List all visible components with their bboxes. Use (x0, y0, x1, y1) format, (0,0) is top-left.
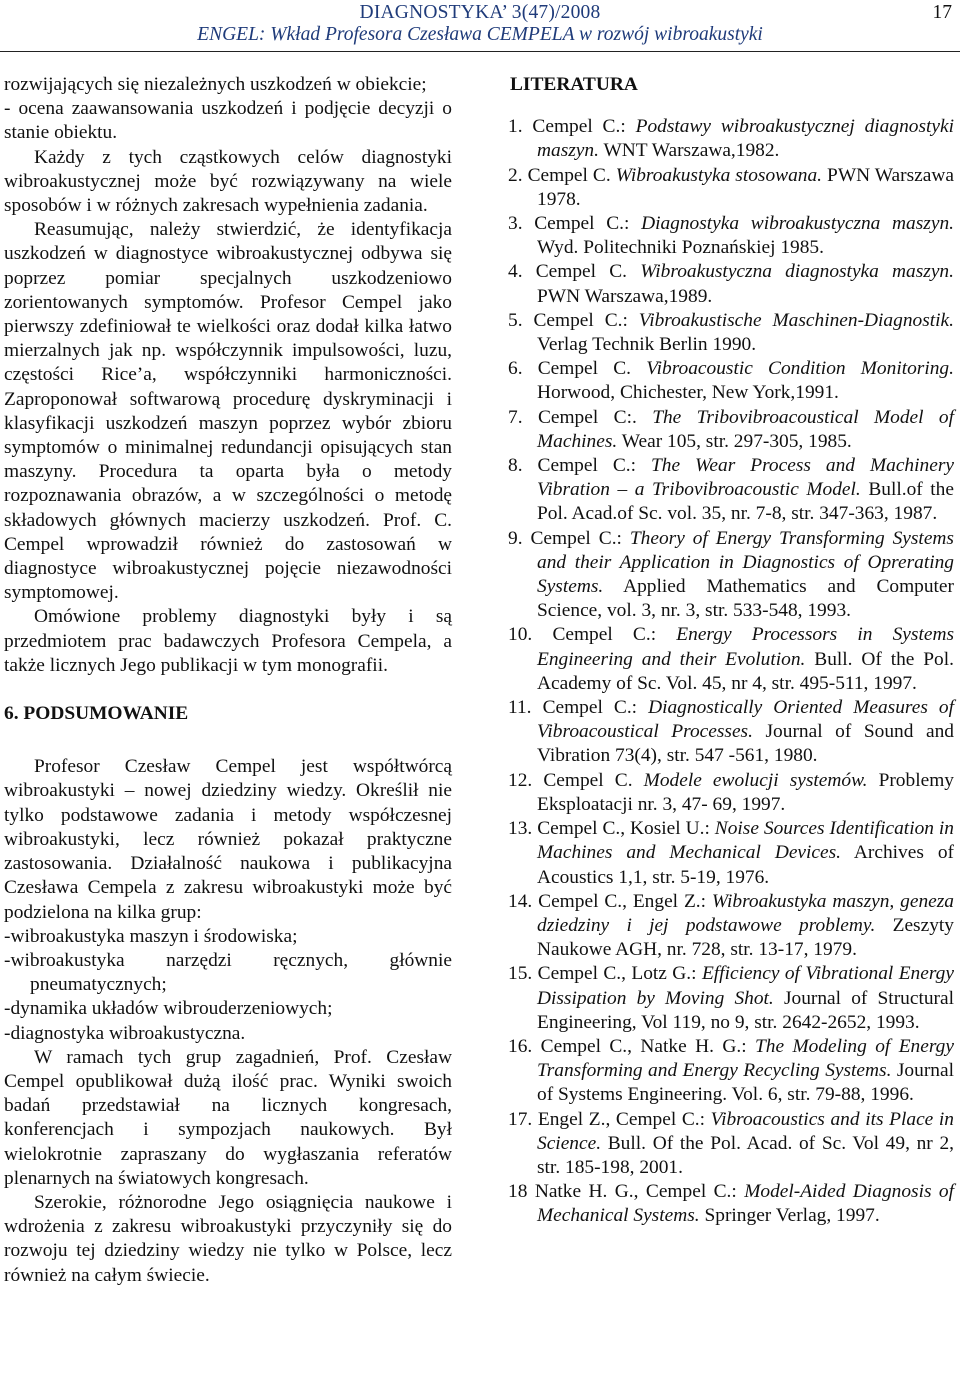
section-heading: 6. PODSUMOWANIE (4, 703, 189, 725)
right-column (508, 73, 954, 1229)
reference-publication: Bull. Of the Pol. Academy of Sc. Vol. 45, nr 4, str. 495-511, 1997. (537, 648, 954, 694)
reference-publication: Zeszyty Naukowe AGH, nr. 728, str. 13-17, 1979. (537, 914, 954, 961)
reference-item (508, 1035, 954, 1108)
reference-publication: Verlag Technik Berlin 1990. (537, 334, 757, 356)
reference-title: Wibroakustyczna diagnostyka maszyn. (640, 261, 954, 283)
reference-item (508, 527, 954, 624)
reference-number: 10. (508, 624, 533, 646)
reference-authors: Cempel C.: (530, 527, 622, 549)
reference-title: Wibroakustyka maszyn, geneza dziedziny i jej podstawowe problemy. (537, 890, 954, 936)
reference-authors: Cempel C., Natke H. G.: (540, 1035, 747, 1057)
list-item: -diagnostyka wibroakustyczna. (4, 1022, 246, 1044)
reference-title: Energy Processors in Systems Engineering and their Evolution. (537, 624, 955, 670)
reference-authors: Cempel C:. (537, 406, 637, 428)
reference-title: Diagnostyka wibroakustyczna maszyn. (641, 213, 954, 235)
reference-list (508, 115, 954, 1228)
reference-authors: Cempel C., Lotz G.: (537, 963, 697, 985)
reference-item (508, 623, 954, 696)
reference-authors: Cempel C.: (537, 455, 636, 477)
reference-authors: Cempel C.: (533, 309, 628, 331)
reference-number: 14. (508, 890, 533, 912)
paragraph: Profesor Czesław Cempel jest współtwórcą wibroakustyki – nowej dziedziny wiedzy. Określił nie tylko podstawowe zadania i metody współczesnej wibroakustyki, lecz również pokazał praktyczne zastosowania. Działalność naukowa i publikacyjna Czesława Cempela z zakresu wibroakustyki może być podzielona na kilka grup: (4, 756, 452, 923)
paragraph: Reasumując, należy stwierdzić, że identyfikacja uszkodzeń w diagnostyce wibroakustycznej odbywa się poprzez pomiar specjalnych uszkodzeniowo zorientowanych symptomów. Profesor Cempel jako pierwszy zdefiniował te wielkości oraz dodał kilka łatwo mierzalnych jak np. współczynnik impulsowości, luzu, częstości Rice’a, współczynniki harmoniczności. Zaproponował softwarową procedurę dyskryminacji i klasyfikacji uszkodzeń maszyn poprzez wybór zbioru symptomów o minimalnej redundancji opisujących stan maszyny. Procedura ta oparta była o metody rozpoznawania obrazów, a w szczególności o metodę składowych głównych macierzy uszkodzeń. Prof. C. Cempel wprowadził również do zastosowań w diagnostyce wibroakustycznej pojęcie niezawodności symptomowej. (4, 219, 452, 604)
article-running-title: ENGEL: Wkład Profesora Czesława CEMPELA w rozwój wibroakustyki (197, 24, 763, 45)
reference-title: Podstawy wibroakustycznej diagnostyki maszyn. (537, 116, 955, 162)
reference-item (508, 406, 954, 454)
reference-authors: Cempel C., Engel Z.: (538, 890, 707, 912)
paragraph: Szerokie, różnorodne Jego osiągnięcia naukowe i wdrożenia z zakresu wibroakustyki przyczyniły się do rozwoju tej dziedziny wiedzy nie tylko w Polsce, lecz również na całym świecie. (4, 1191, 452, 1286)
reference-publication: Problemy Eksploatacji nr. 3, 47- 69, 1997. (537, 769, 954, 815)
reference-publication: Springer Verlag, 1997. (704, 1205, 880, 1227)
reference-number: 1. (508, 116, 523, 138)
reference-publication: WNT Warszawa,1982. (603, 140, 780, 162)
list-item: -wibroakustyka maszyn i środowiska; (4, 925, 298, 947)
reference-title: Modele ewolucji systemów. (643, 769, 868, 791)
reference-number: 8. (508, 455, 523, 477)
paragraph: Omówione problemy diagnostyki były i są przedmiotem prac badawczych Profesora Cempela, a także licznych Jego publikacji w tym monografii. (4, 606, 452, 676)
reference-publication: Wyd. Politechniki Poznańskiej 1985. (537, 237, 824, 259)
reference-number: 3. (508, 213, 523, 235)
reference-authors: Cempel C.: (532, 116, 626, 138)
paragraph: rozwijających się niezależnych uszkodzeń w obiekcie; (4, 74, 427, 95)
reference-publication: Journal of Structural Engineering, Vol 119, no 9, str. 2642-2652, 1993. (537, 987, 954, 1033)
reference-title: Diagnostically Oriented Measures of Vibroacoustical Processes. (537, 697, 955, 743)
header-rule (0, 51, 960, 52)
reference-number: 2. (508, 164, 523, 186)
reference-number: 15. (508, 963, 533, 985)
reference-publication: Archives of Acoustics 1,1, str. 5-19, 1976. (537, 842, 954, 888)
reference-item (508, 454, 954, 527)
reference-publication: Bull. Of the Pol. Acad. of Sc. Vol 49, nr 2, str. 185-198, 2001. (537, 1132, 954, 1178)
reference-publication: Journal of Sound and Vibration 73(4), str. 547 -561, 1980. (537, 721, 954, 767)
reference-title: The Wear Process and Machinery Vibration – a Tribovibroacoustic Model. (537, 455, 954, 501)
reference-item (508, 260, 954, 308)
reference-item (508, 309, 954, 357)
page-number: 17 (932, 2, 952, 23)
reference-item (508, 1180, 954, 1228)
reference-number: 7. (508, 406, 523, 428)
paragraph: Każdy z tych cząstkowych celów diagnostyki wibroakustycznej może być rozwiązywany na wiele sposobów i w różnych zakresach wypełnienia zadania. (4, 146, 452, 217)
reference-authors: Cempel C. (527, 164, 611, 186)
reference-number: 6. (508, 358, 523, 380)
paragraph: - ocena zaawansowania uszkodzeń i podjęcie decyzji o stanie obiektu. (4, 98, 452, 144)
reference-title: Efficiency of Vibrational Energy Dissipation by Moving Shot. (537, 963, 954, 1009)
reference-item (508, 817, 954, 890)
reference-authors: Cempel C., Kosiel U.: (537, 818, 710, 840)
reference-number: 9. (508, 527, 523, 549)
reference-publication: Bull.of the Pol. Acad.of Sc. vol. 35, nr. 7-8, str. 347-363, 1987. (537, 479, 954, 525)
journal-title: DIAGNOSTYKA’ 3(47)/2008 (359, 2, 601, 23)
reference-title: The Modeling of Energy Transforming and Energy Recycling Systems. (537, 1035, 954, 1082)
reference-item (508, 696, 954, 769)
reference-publication: PWN Warszawa,1989. (537, 285, 713, 307)
reference-authors: Cempel C. (535, 261, 628, 283)
reference-number: 12. (508, 769, 533, 791)
running-header (0, 0, 960, 50)
reference-number: 13. (508, 818, 533, 840)
reference-publication: PWN Warszawa 1978. (537, 164, 954, 210)
reference-title: Noise Sources Identification in Machines and Mechanical Devices. (537, 818, 954, 864)
reference-publication: Journal of Systems Engineering. Vol. 6, str. 79-88, 1996. (537, 1060, 954, 1106)
reference-title: Vibroakustische Maschinen-Diagnostik. (638, 309, 954, 331)
reference-number: 11. (508, 697, 532, 719)
reference-number: 18 (508, 1181, 528, 1203)
reference-item (508, 890, 954, 963)
references-heading: LITERATURA (510, 74, 638, 95)
paragraph: W ramach tych grup zagadnień, Prof. Czesław Cempel opublikował dużą ilość prac. Wyniki swoich badań przedstawiał na licznych kongresach, konferencjach i sympozjach naukowych. Był wielokrotnie zapraszany do wygłaszania referatów plenarnych na światowych kongresach. (4, 1046, 452, 1189)
list-item: -dynamika układów wibrouderzeniowych; (4, 998, 333, 1020)
reference-item (508, 962, 954, 1035)
reference-item (508, 357, 954, 405)
reference-title: Theory of Energy Transforming Systems and their Application in Diagnostics of Oprerating Systems. (537, 527, 954, 598)
reference-publication: Wear 105, str. 297-305, 1985. (621, 430, 852, 452)
reference-authors: Natke H. G., Cempel C.: (534, 1181, 737, 1203)
reference-authors: Cempel C. (543, 769, 633, 791)
reference-number: 17. (508, 1108, 533, 1130)
left-column (4, 73, 452, 1288)
reference-publication: Horwood, Chichester, New York,1991. (537, 382, 839, 404)
reference-item (508, 769, 954, 817)
reference-title: Model-Aided Diagnosis of Mechanical Systems. (537, 1181, 954, 1227)
reference-item (508, 115, 954, 163)
reference-item (508, 164, 954, 212)
reference-authors: Cempel C. (537, 358, 632, 380)
reference-title: Vibroacoustics and its Place in Science. (537, 1108, 954, 1154)
reference-authors: Cempel C.: (534, 213, 630, 235)
reference-authors: Cempel C.: (552, 624, 657, 646)
reference-authors: Engel Z., Cempel C.: (537, 1108, 706, 1130)
list-item: -wibroakustyka narzędzi ręcznych, głównie pneumatycznych; (4, 949, 452, 996)
reference-publication: Applied Mathematics and Computer Science, vol. 3, nr. 3, str. 533-548, 1993. (537, 576, 954, 622)
reference-number: 5. (508, 309, 523, 331)
reference-item (508, 212, 954, 260)
reference-title: The Tribovibroacoustical Model of Machines. (537, 406, 955, 452)
reference-item (508, 1108, 954, 1181)
reference-authors: Cempel C.: (542, 697, 638, 719)
reference-title: Wibroakustyka stosowana. (615, 164, 823, 186)
reference-title: Vibroacoustic Condition Monitoring. (646, 358, 954, 380)
reference-number: 4. (508, 261, 523, 283)
reference-number: 16. (508, 1035, 533, 1057)
